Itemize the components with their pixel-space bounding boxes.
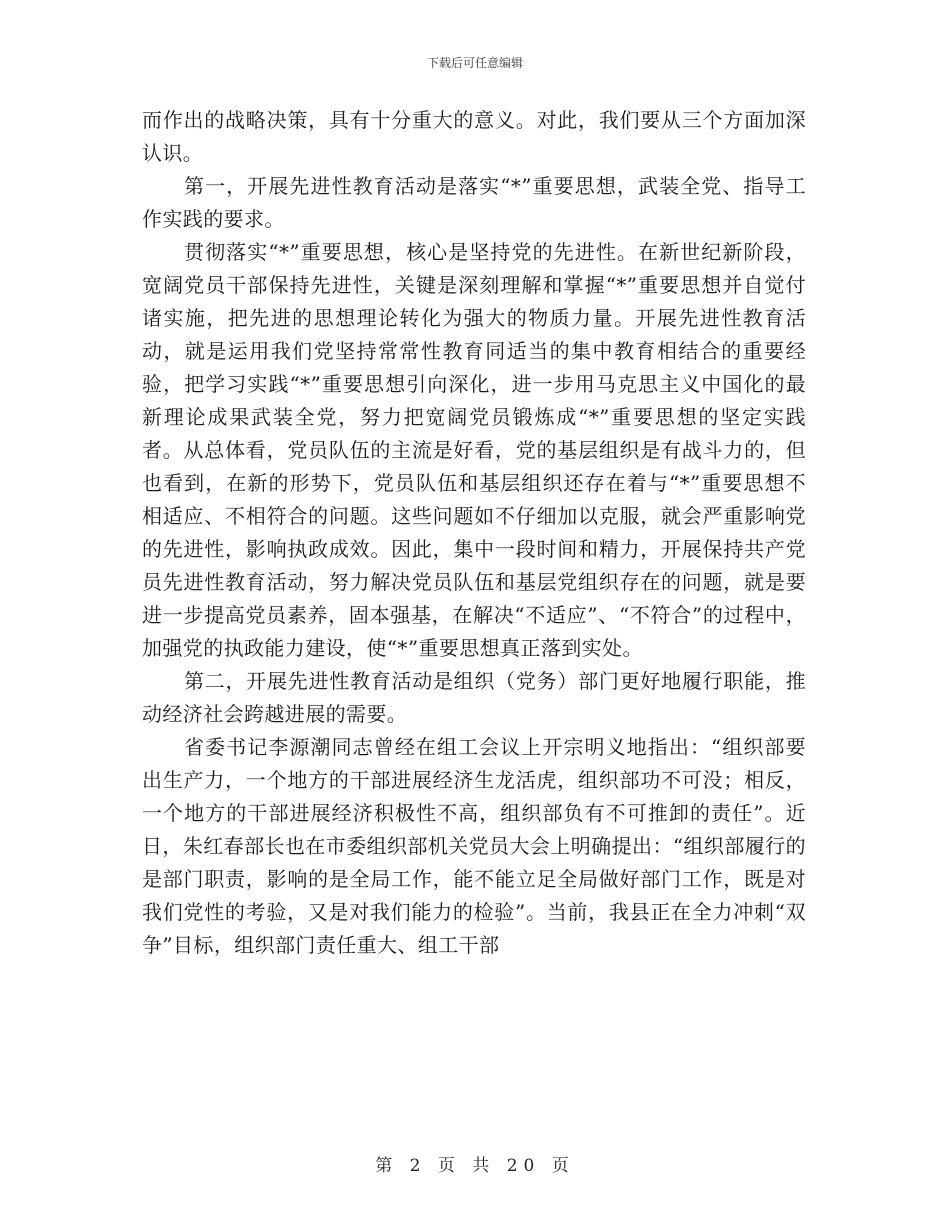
page-header: 下载后可任意编辑 <box>426 56 523 70</box>
document-body <box>142 104 806 962</box>
page-number: 第 2 页 共 20 页 <box>375 1156 575 1176</box>
paragraph-2: 第一，开展先进性教育活动是落实“*”重要思想，武装全党、指导工作实践的要求。 <box>142 174 806 231</box>
paragraph-3: 贯彻落实“*”重要思想，核心是坚持党的先进性。在新世纪新阶段，宽阔党员干部保持先进性，关键是深刻理解和掌握“*”重要思想并自觉付诸实施，把先进的思想理论转化为强大的物质力量。开展先进性教育活动，就是运用我们党坚持常常性教育同适当的集中教育相结合的重要经验，把学习实践“*”重要思想引向深化，进一步用马克思主义中国化的最新理论成果武装全党，努力把宽阔党员锻炼成“*”重要思想的坚定实践者。从总体看，党员队伍的主流是好看，党的基层组织是有战斗力的，但也看到，在新的形势下，党员队伍和基层组织还存在着与“*”重要思想不相适应、不相符合的问题。这些问题如不仔细加以克服，就会严重影响党的先进性，影响执政成效。因此，集中一段时间和精力，开展保持共产党员先进性教育活动，努力解决党员队伍和基层党组织存在的问题，就是要进一步提高党员素养，固本强基，在解决“不适应”、“不符合”的过程中，加强党的执政能力建设，使“*”重要思想真正落到实处。 <box>142 240 806 660</box>
paragraph-1: 而作出的战略决策，具有十分重大的意义。对此，我们要从三个方面加深认识。 <box>142 108 806 165</box>
paragraph-4: 第二，开展先进性教育活动是组织（党务）部门更好地履行职能，推动经济社会跨越进展的需要。 <box>142 669 806 726</box>
paragraph-5: 省委书记李源潮同志曾经在组工会议上开宗明义地指出：“组织部要出生产力，一个地方的干部进展经济生龙活虎，组织部功不可没；相反，一个地方的干部进展经济积极性不高，组织部负有不可推卸的责任”。近日，朱红春部长也在市委组织部机关党员大会上明确提出：“组织部履行的是部门职责，影响的是全局工作，能不能立足全局做好部门工作，既是对我们党性的考验，又是对我们能力的检验”。当前，我县正在全力冲刺“双争”目标，组织部门责任重大、组工干部 <box>142 735 806 957</box>
